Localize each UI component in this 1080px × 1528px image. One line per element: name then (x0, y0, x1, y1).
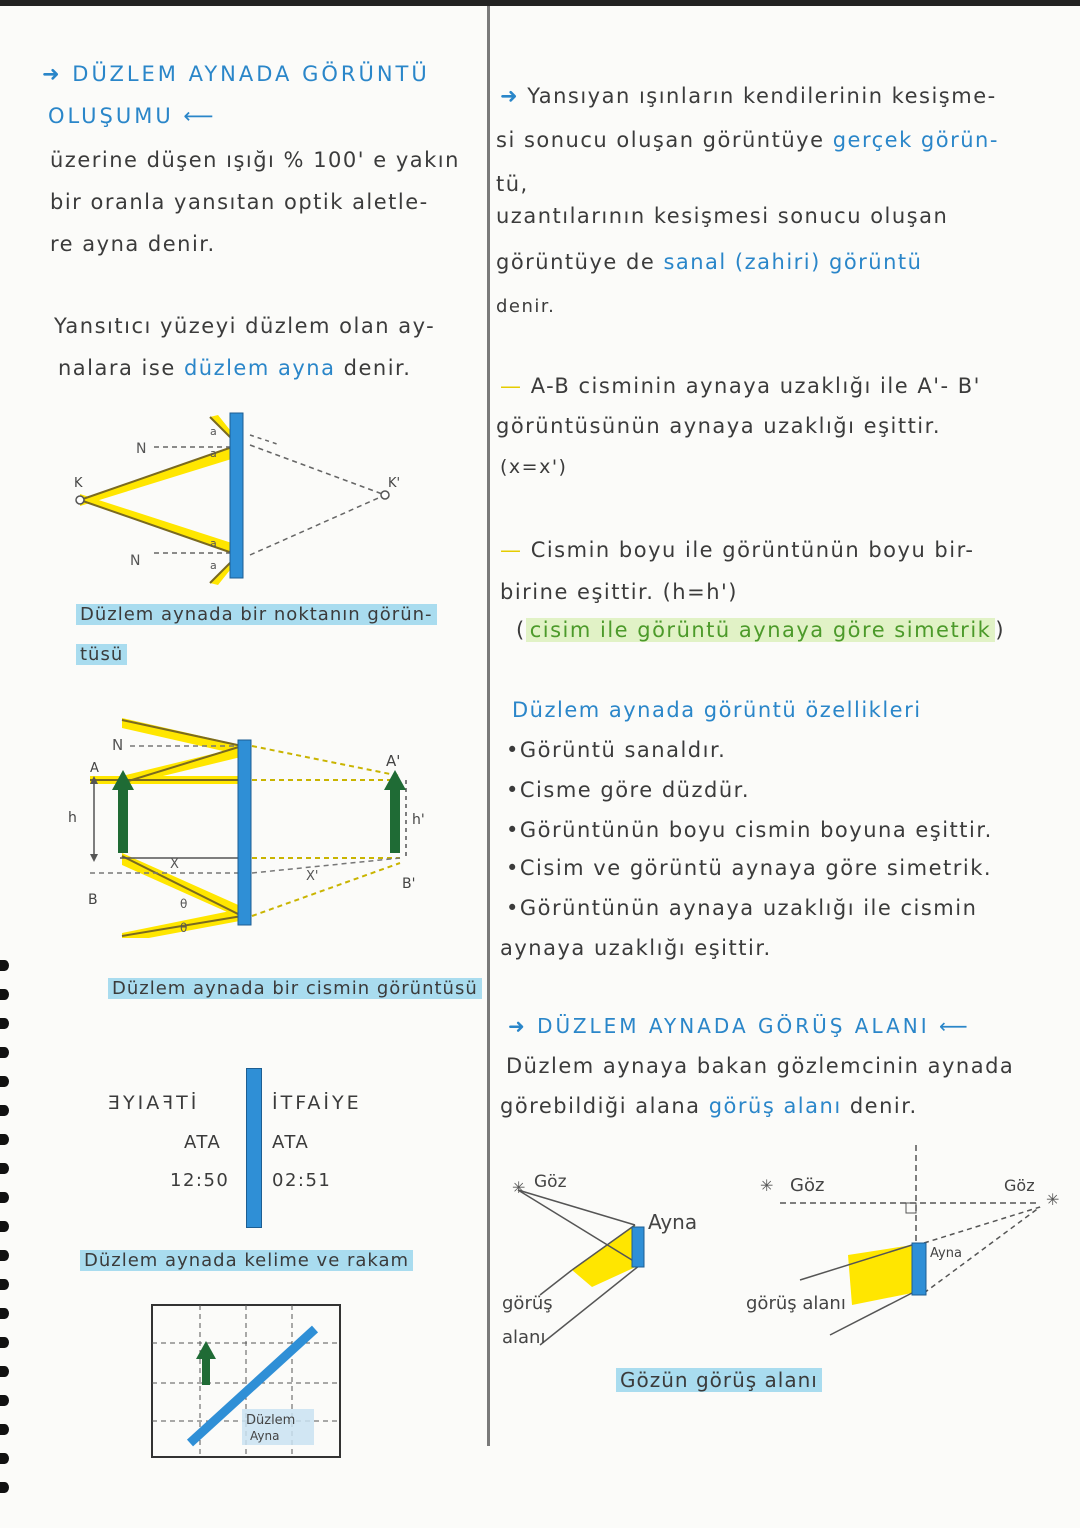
p2-line1: uzantılarının kesişmesi sonucu oluşan (496, 204, 949, 228)
field-def-line1: Düzlem aynaya bakan gözlemcinin aynada (506, 1054, 1015, 1078)
arrow-right-icon: ➜ (508, 1014, 538, 1038)
field-of-view-diagram-1 (500, 1165, 730, 1355)
def1-line2: bir oranla yansıtan optik aletle- (50, 190, 429, 214)
eye-icon: ✳ (760, 1176, 774, 1195)
label-angle: a (210, 559, 217, 572)
label-theta: θ (180, 897, 188, 911)
object-arrow (196, 1341, 216, 1359)
label-b-prime: B' (402, 876, 416, 892)
property-item: •Cisim ve görüntü aynaya göre simetrik. (506, 856, 993, 880)
label-k: K (74, 476, 83, 491)
heading-field-of-view: ➜ DÜZLEM AYNADA GÖRÜŞ ALANI ⟵ (508, 1014, 971, 1038)
mirrored-ata: ATA (184, 1132, 222, 1153)
property-item: •Görüntü sanaldır. (506, 738, 727, 762)
mirror (238, 740, 251, 925)
label-h-prime: h' (412, 812, 425, 828)
label-n: N (130, 553, 141, 569)
label-angle: a (210, 537, 217, 550)
image-arrow (390, 788, 400, 853)
p2-line3: denir. (496, 296, 556, 317)
notebook-spiral (0, 960, 10, 1520)
arrow-left-icon: ⟵ (929, 1014, 971, 1038)
ata: ATA (272, 1132, 310, 1153)
property-item: •Cisme göre düzdür. (506, 778, 751, 802)
arrow-right-icon: ➜ (500, 84, 528, 108)
caption-point-image-line2: tüsü (76, 644, 127, 665)
property-item-continued: aynaya uzaklığı eşittir. (500, 936, 772, 960)
object-image-diagram (60, 708, 440, 938)
label-theta: θ (180, 921, 188, 935)
label-goz: Göz (790, 1175, 825, 1196)
label-ayna: Ayna (648, 1210, 698, 1234)
p4-line2: birine eşittir. (h=h') (500, 580, 738, 604)
p3-line1: — A-B cisminin aynaya uzaklığı ile A'- B' (500, 374, 981, 398)
p1-line3: tü, (496, 172, 529, 196)
mirror (632, 1227, 644, 1267)
mirror (912, 1243, 926, 1295)
label-angle: a (210, 447, 217, 460)
def1-line3: re ayna denir. (50, 232, 216, 256)
label-a: A (90, 761, 99, 776)
page-top-edge (0, 0, 1080, 6)
label-angle: a (210, 425, 217, 438)
caption-field-of-view: Gözün görüş alanı (616, 1368, 822, 1392)
properties-title: Düzlem aynada görüntü özellikleri (512, 698, 922, 722)
def2-line1: Yansıtıcı yüzeyi düzlem olan ay- (54, 314, 436, 338)
mirrored-time: 12:50 (170, 1170, 230, 1191)
p4-line3: ( cisim ile görüntü aynaya göre simetrik ) (516, 618, 1006, 642)
label-n: N (136, 441, 147, 457)
p2-line2: görüntüye de sanal (zahiri) görüntü (496, 250, 923, 274)
p1-line1: ➜ Yansıyan ışınların kendilerinin kesişme- (500, 84, 997, 108)
mirrored-word: ƎYIAꟻTİ (108, 1092, 200, 1114)
p3-line2: görüntüsünün aynaya uzaklığı eşittir. (496, 414, 942, 438)
label-n: N (112, 736, 124, 754)
column-divider (487, 6, 490, 1446)
label-a-prime: A' (386, 752, 401, 770)
label-gorus-alani: görüş alanı (746, 1293, 846, 1314)
mirror (230, 413, 243, 578)
label-h: h (68, 810, 77, 826)
label-k-prime: K' (388, 476, 401, 491)
point-image-diagram (60, 405, 480, 595)
property-item: •Görüntünün boyu cismin boyuna eşittir. (506, 818, 993, 842)
def1-line1: üzerine düşen ışığı % 100' e yakın (50, 148, 460, 172)
word: İTFAİYE (272, 1092, 362, 1114)
marker-dash-icon: — (500, 538, 531, 562)
marker-dash-icon: — (500, 374, 531, 398)
arrow-left-icon: ⟵ (173, 104, 217, 128)
property-item: •Görüntünün aynaya uzaklığı ile cismin (506, 896, 978, 920)
mirror (246, 1068, 262, 1228)
field-def-line2: görebildiği alana görüş alanı denir. (500, 1094, 918, 1118)
label-goz: Göz (534, 1172, 567, 1192)
label-duzlem: Düzlem (246, 1413, 296, 1428)
label-x-prime: X' (306, 869, 319, 884)
heading-image-formation: ➜ DÜZLEM AYNADA GÖRÜNTÜ (42, 62, 430, 86)
p4-line1: — Cismin boyu ile görüntünün boyu bir- (500, 538, 975, 562)
eye-icon: ✳ (512, 1178, 526, 1197)
label-ayna: Ayna (930, 1246, 962, 1261)
heading-image-formation-line2: OLUŞUMU ⟵ (48, 104, 217, 128)
label-gorus: görüş (502, 1293, 553, 1314)
label-b: B (88, 892, 98, 908)
def2-line2: nalara ise düzlem ayna denir. (58, 356, 412, 380)
object-arrow (118, 788, 128, 853)
label-x: X (170, 857, 179, 872)
eye-icon: ✳ (1046, 1190, 1060, 1209)
caption-point-image: Düzlem aynada bir noktanın görün- (76, 604, 437, 625)
arrow-right-icon: ➜ (42, 62, 73, 86)
time: 02:51 (272, 1170, 332, 1191)
caption-object-image: Düzlem aynada bir cismin görüntüsü (108, 978, 482, 999)
field-of-view-diagram-2 (740, 1145, 1070, 1345)
label-ayna: Ayna (250, 1429, 280, 1443)
p3-line3: (x=x') (500, 456, 568, 478)
p1-line2: si sonucu oluşan görüntüye gerçek görün- (496, 128, 999, 152)
tilted-mirror-grid (150, 1303, 345, 1463)
label-goz: Göz (1004, 1176, 1035, 1195)
caption-words-numbers: Düzlem aynada kelime ve rakam (80, 1250, 413, 1271)
label-alani: alanı (502, 1327, 546, 1348)
